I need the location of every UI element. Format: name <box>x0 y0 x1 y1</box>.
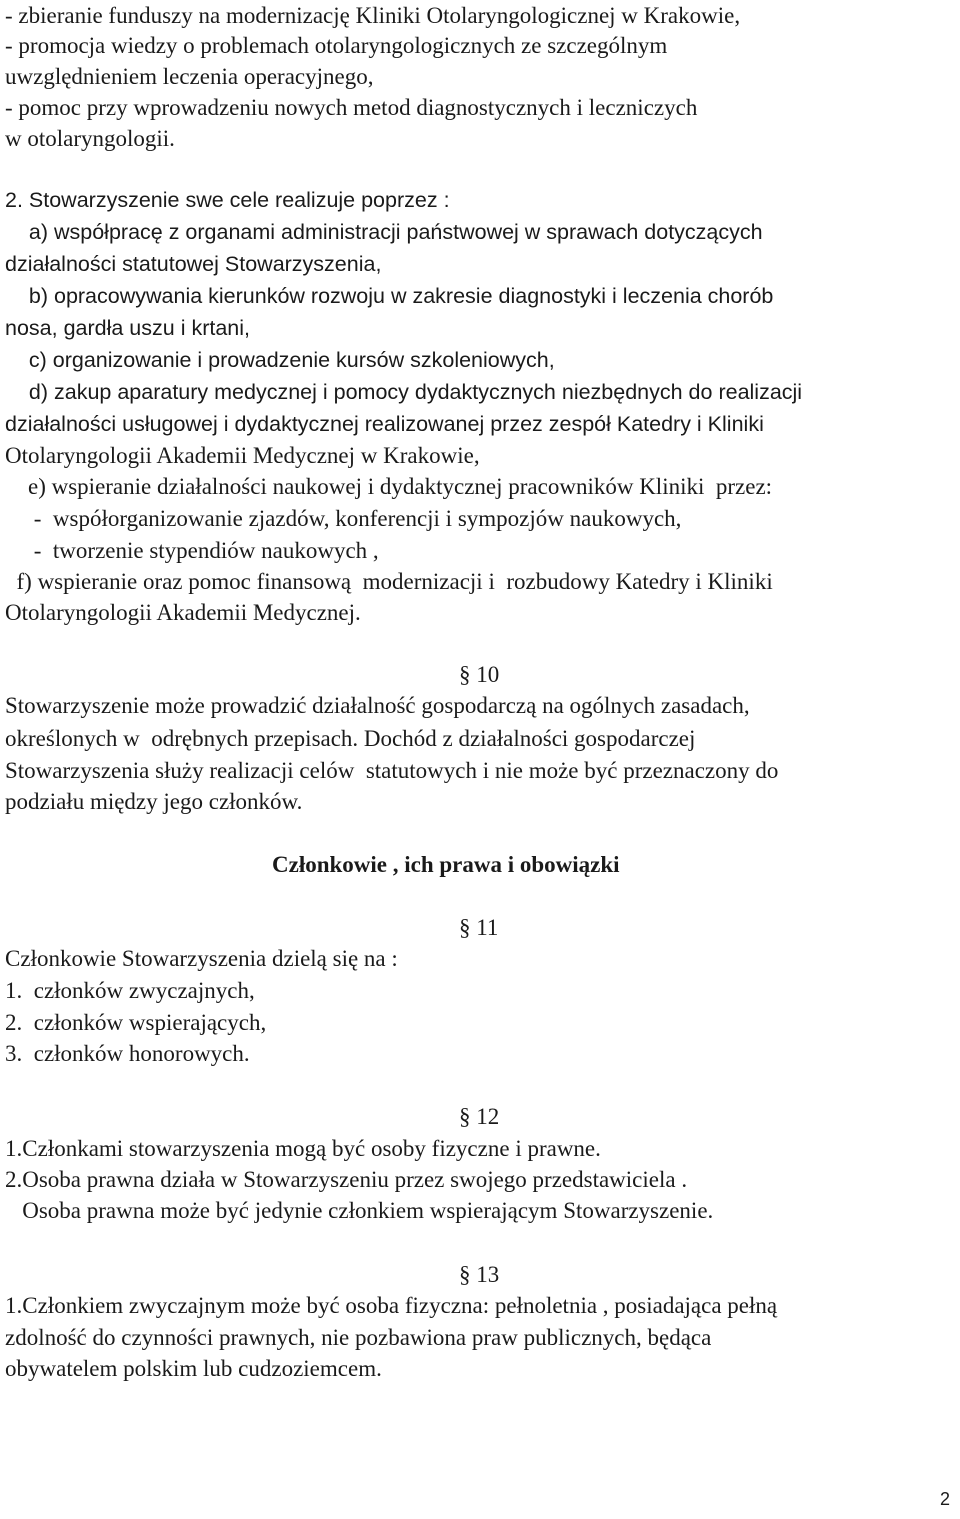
realization-line: działalności usługowej i dydaktycznej realizowanej przez zespół Katedry i Kliniki <box>5 412 764 436</box>
realization-line: - współorganizowanie zjazdów, konferencji i sympozjów naukowych, <box>5 506 682 531</box>
realization-line: Otolaryngologii Akademii Medycznej. <box>5 600 361 625</box>
goal-line: - promocja wiedzy o problemach otolaryngologicznych ze szczególnym <box>5 33 668 58</box>
realization-line: d) zakup aparatury medycznej i pomocy dydaktycznych niezbędnych do realizacji <box>5 380 803 404</box>
paragraph-line: Stowarzyszenia służy realizacji celów statutowych i nie może być przeznaczony do <box>5 758 779 783</box>
section-heading: § 11 <box>459 915 499 940</box>
goal-line: - zbieranie funduszy na modernizację Kliniki Otolaryngologicznej w Krakowie, <box>5 3 741 28</box>
page-number: 2 <box>939 1489 950 1509</box>
realization-line: działalności statutowej Stowarzyszenia, <box>5 252 382 276</box>
chapter-title: Członkowie , ich prawa i obowiązki <box>272 852 620 877</box>
paragraph-line: 1.Członkami stowarzyszenia mogą być osoby fizyczne i prawne. <box>5 1136 601 1161</box>
paragraph-line: podziału między jego członków. <box>5 789 303 814</box>
realization-line: 2. Stowarzyszenie swe cele realizuje poprzez : <box>5 188 450 212</box>
realization-line: nosa, gardła uszu i krtani, <box>5 316 250 340</box>
paragraph-line: Członkowie Stowarzyszenia dzielą się na : <box>5 946 398 971</box>
paragraph-line: Stowarzyszenie może prowadzić działalność gospodarczą na ogólnych zasadach, <box>5 693 750 718</box>
section-heading: § 12 <box>459 1104 500 1129</box>
paragraph-line: zdolność do czynności prawnych, nie pozbawiona praw publicznych, będąca <box>5 1325 712 1350</box>
list-item: 3. członków honorowych. <box>5 1041 250 1066</box>
goal-line: - pomoc przy wprowadzeniu nowych metod diagnostycznych i leczniczych <box>5 95 698 120</box>
realization-line: - tworzenie stypendiów naukowych , <box>5 538 379 563</box>
realization-line: c) organizowanie i prowadzenie kursów szkoleniowych, <box>5 348 555 372</box>
realization-line: e) wspieranie działalności naukowej i dydaktycznej pracowników Kliniki przez: <box>5 474 773 499</box>
list-item: 2. członków wspierających, <box>5 1010 267 1035</box>
paragraph-line: określonych w odrębnych przepisach. Dochód z działalności gospodarczej <box>5 726 696 751</box>
goal-line: uwzględnieniem leczenia operacyjnego, <box>5 64 374 89</box>
list-item: 1. członków zwyczajnych, <box>5 978 255 1003</box>
section-heading: § 10 <box>459 662 500 687</box>
realization-line: b) opracowywania kierunków rozwoju w zakresie diagnostyki i leczenia chorób <box>5 284 774 308</box>
paragraph-line: 2.Osoba prawna działa w Stowarzyszeniu przez swojego przedstawiciela . <box>5 1167 688 1192</box>
realization-line: f) wspieranie oraz pomoc finansową modernizacji i rozbudowy Katedry i Kliniki <box>5 569 773 594</box>
paragraph-line: 1.Członkiem zwyczajnym może być osoba fizyczna: pełnoletnia , posiadająca pełną <box>5 1293 778 1318</box>
goal-line: w otolaryngologii. <box>5 126 175 151</box>
realization-line: a) współpracę z organami administracji państwowej w sprawach dotyczących <box>5 220 763 244</box>
paragraph-line: obywatelem polskim lub cudzoziemcem. <box>5 1356 382 1381</box>
paragraph-line: Osoba prawna może być jedynie członkiem wspierającym Stowarzyszenie. <box>5 1198 714 1223</box>
realization-line: Otolaryngologii Akademii Medycznej w Krakowie, <box>5 443 480 468</box>
section-heading: § 13 <box>459 1262 500 1287</box>
